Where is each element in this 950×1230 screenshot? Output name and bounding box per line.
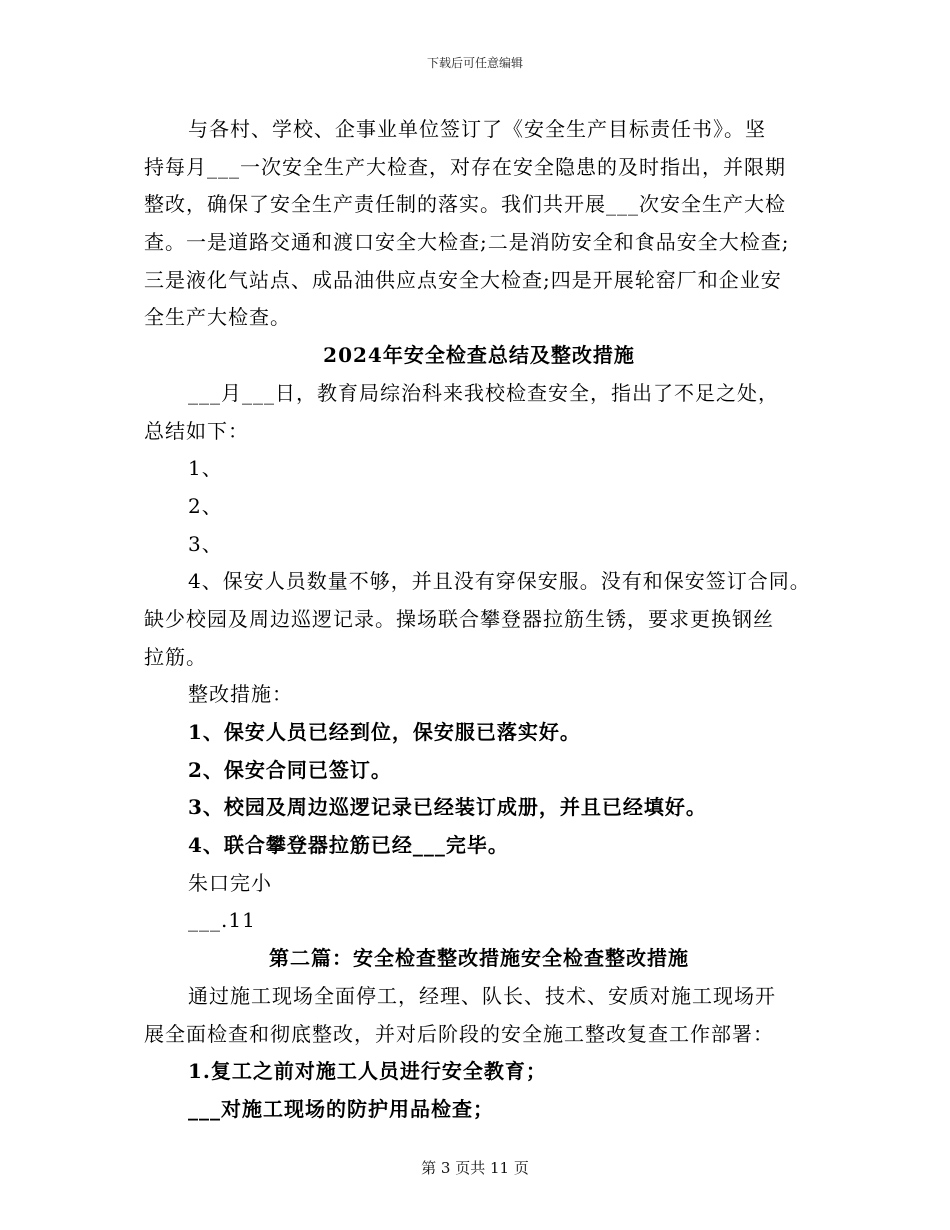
step-item: 1.复工之前对施工人员进行安全教育； [188, 1059, 547, 1084]
paragraph-line: 总结如下： [144, 418, 249, 443]
paragraph-line: 三是液化气站点、成品油供应点安全大检查;四是开展轮窑厂和企业安 [144, 267, 782, 292]
page-header: 下载后可任意编辑 [426, 56, 523, 70]
document-body [144, 111, 814, 1129]
paragraph-line: 展全面检查和彻底整改，并对后阶段的安全施工整改复查工作部署： [144, 1021, 774, 1046]
signature: 朱口完小 [188, 870, 272, 895]
paragraph-line: 查。一是道路交通和渡口安全大检查;二是消防安全和食品安全大检查; [144, 230, 790, 255]
list-item: 3、 [188, 531, 223, 556]
step-item: ___对施工现场的防护用品检查； [188, 1096, 494, 1121]
measure-item: 2、保安合同已签订。 [188, 757, 392, 782]
section-title: 2024年安全检查总结及整改措施 [323, 343, 635, 368]
measure-item: 1、保安人员已经到位，保安服已落实好。 [188, 720, 581, 744]
paragraph-line: 拉筋。 [144, 644, 207, 669]
paragraph-line: 缺少校园及周边巡逻记录。操场联合攀登器拉筋生锈，要求更换钢丝 [144, 606, 774, 631]
paragraph-line: 通过施工现场全面停工，经理、队长、技术、安质对施工现场开 [188, 983, 776, 1008]
list-item: 2、 [188, 493, 223, 518]
date: ___.11 [188, 908, 256, 933]
measures-label: 整改措施： [188, 682, 293, 707]
measure-item: 4、联合攀登器拉筋已经___完毕。 [188, 833, 509, 858]
paragraph-line: 4、保安人员数量不够，并且没有穿保安服。没有和保安签订合同。 [188, 569, 811, 594]
paragraph-line: ___月___日，教育局综治科来我校检查安全，指出了不足之处， [188, 380, 779, 405]
paragraph-line: 持每月___一次安全生产大检查，对存在安全隐患的及时指出，并限期 [144, 154, 786, 179]
paragraph-line: 全生产大检查。 [144, 305, 291, 330]
paragraph-line: 整改，确保了安全生产责任制的落实。我们共开展___次安全生产大检 [144, 192, 786, 217]
measure-item: 3、校园及周边巡逻记录已经装订成册，并且已经填好。 [188, 795, 707, 820]
list-item: 1、 [188, 456, 223, 481]
section-title: 第二篇：安全检查整改措施安全检查整改措施 [269, 946, 689, 971]
paragraph-line: 与各村、学校、企事业单位签订了《安全生产目标责任书》。坚 [188, 117, 766, 141]
page-footer: 第 3 页共 11 页 [421, 1159, 529, 1177]
